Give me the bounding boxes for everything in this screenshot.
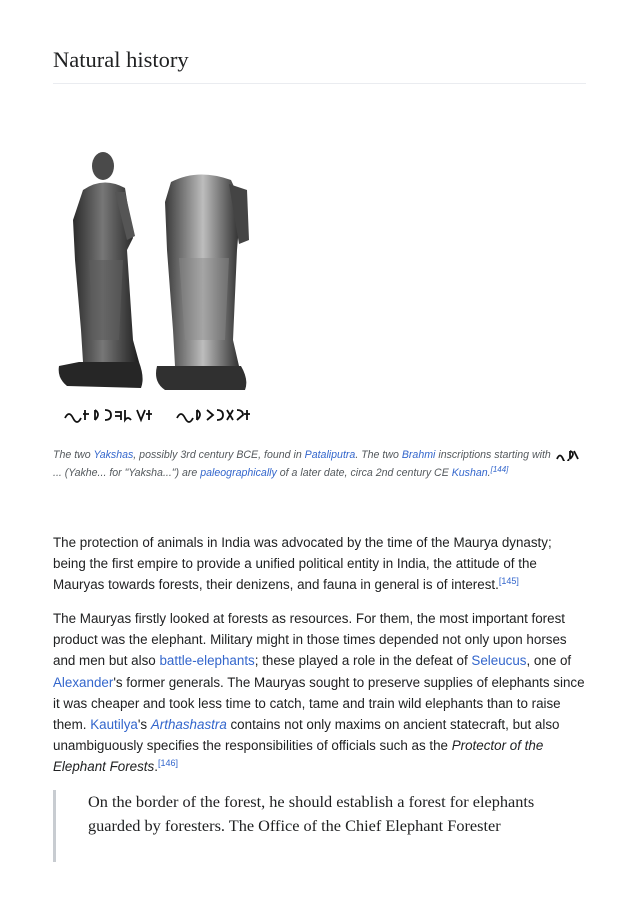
paragraph-text: 's former generals. The Mauryas sought to preserve supplies of elephants since it was cheaper and took less time to catch, tame and train wild elephants than to raise them.	[53, 674, 585, 733]
blockquote: On the border of the forest, he should establish a forest for elephants guarded by foresters. The Office of the Chief Elephant Forester	[88, 792, 535, 835]
caption-text: .	[487, 467, 491, 479]
reference-144[interactable]: [144]	[490, 465, 509, 474]
blockquote-bar	[53, 790, 56, 862]
link-brahmi[interactable]: Brahmi	[401, 449, 436, 461]
caption-text: of a later date, circa 2nd century CE	[276, 467, 452, 479]
paragraph-text: , one of	[526, 653, 572, 669]
link-alexander[interactable]: Alexander	[53, 674, 114, 690]
caption-text: , possibly 3rd century BCE, found in	[133, 449, 305, 461]
paragraph-text: The protection of animals in India was advocated by the time of the Maurya dynasty; being the first empire to provide a unified political entity in India, the attitude of the Mauryas towards forests, their denizens, and fauna in general is of interest.	[53, 535, 552, 593]
yaksha-statue-right	[156, 174, 249, 390]
link-kushan[interactable]: Kushan	[451, 467, 488, 479]
protector-title: Protector of the Elephant Forests	[53, 738, 544, 775]
paragraph-protection	[53, 532, 586, 596]
reference-146[interactable]: [146]	[157, 758, 178, 769]
paragraph-text: ; these played a role in the defeat of	[254, 653, 472, 669]
link-arthashastra[interactable]: Arthashastra	[150, 717, 227, 733]
paragraph-text: .	[154, 759, 158, 775]
section-heading: Natural history	[53, 47, 189, 72]
brahmi-glyph-icon	[556, 449, 580, 461]
link-pataliputra[interactable]: Pataliputra	[304, 449, 356, 461]
link-battle-elephants[interactable]: battle-elephants	[159, 653, 255, 669]
link-paleographically[interactable]: paleographically	[200, 467, 277, 479]
link-yakshas[interactable]: Yakshas	[93, 449, 134, 461]
brahmi-inscription-right	[177, 410, 250, 422]
paragraph-text: contains not only maxims on ancient statecraft, but also unambiguously specifies the responsibilities of officials such as the	[53, 717, 560, 754]
brahmi-inscription-left	[65, 410, 152, 422]
yakshas-figure-image[interactable]	[53, 140, 263, 430]
heading-divider	[53, 83, 586, 84]
yaksha-statue-left	[59, 152, 143, 388]
caption-text: ... (Yakhe... for "Yaksha...") are	[53, 467, 201, 479]
paragraph-text: The Mauryas firstly looked at forests as resources. For them, the most important forest product was the elephant. Military might in those times depended not only upon horses and men but also	[53, 611, 567, 669]
figure-caption	[53, 446, 586, 482]
caption-text: inscriptions starting with	[435, 449, 554, 461]
caption-text: The two	[53, 449, 94, 461]
caption-text: . The two	[355, 449, 402, 461]
link-kautilya[interactable]: Kautilya	[90, 717, 138, 733]
link-seleucus[interactable]: Seleucus	[471, 653, 527, 669]
paragraph-text: 's	[137, 717, 151, 733]
paragraph-forests	[53, 608, 586, 778]
reference-145[interactable]: [145]	[498, 576, 519, 587]
